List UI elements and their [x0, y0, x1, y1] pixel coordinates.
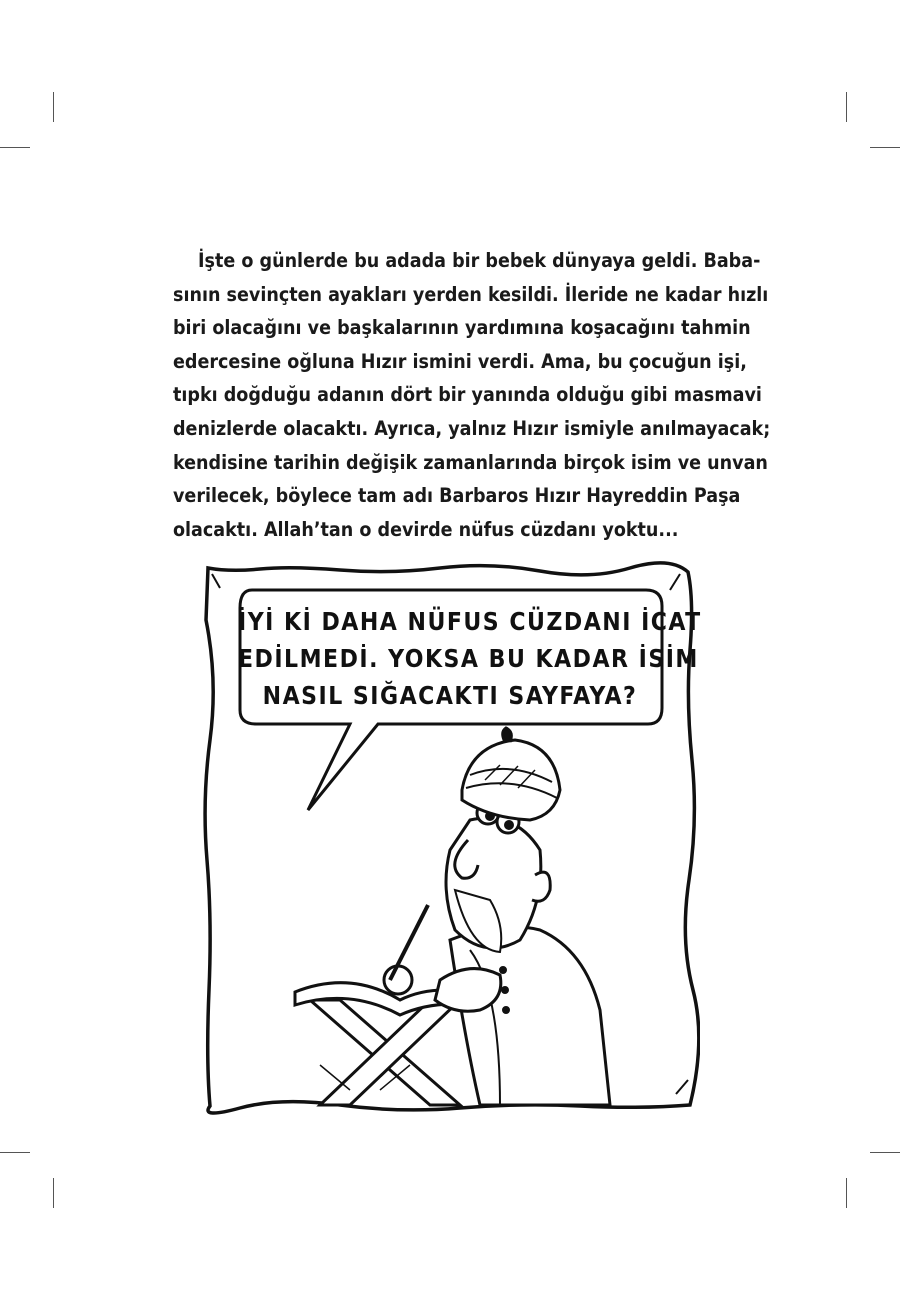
paragraph-line: kendisine tarihin değişik zamanlarında birçok isim ve unvan: [173, 450, 768, 474]
paragraph-line: İşte o günlerde bu adada bir bebek dünyaya geldi. Baba-: [198, 249, 761, 272]
speech-line: İYİ Kİ DAHA NÜFUS CÜZDANI İCAT: [238, 607, 702, 636]
crop-mark-bottom-left-h: [0, 1152, 30, 1153]
crop-mark-top-right: [846, 92, 847, 122]
speech-line: EDİLMEDİ. YOKSA BU KADAR İSİM: [238, 644, 699, 673]
crop-mark-bottom-left: [53, 1178, 54, 1208]
crop-mark-top-left-h: [0, 147, 30, 148]
paragraph-line: tıpkı doğduğu adanın dört bir yanında olduğu gibi masmavi: [173, 383, 762, 407]
crop-mark-top-left: [53, 92, 54, 122]
paragraph-line: sının sevinçten ayakları yerden kesildi. İleride ne kadar hızlı: [173, 282, 769, 306]
crop-mark-top-right-h: [870, 147, 900, 148]
paragraph-line: biri olacağını ve başkalarının yardımına koşacağını tahmin: [173, 316, 751, 340]
crop-mark-bottom-right-h: [870, 1152, 900, 1153]
paragraph-line: edercesine oğluna Hızır ismini verdi. Ama, bu çocuğun işi,: [173, 349, 747, 373]
paragraph-line: olacaktı. Allah’tan o devirde nüfus cüzdanı yoktu...: [173, 517, 679, 541]
crop-mark-bottom-right: [846, 1178, 847, 1208]
paragraph-line: denizlerde olacaktı. Ayrıca, yalnız Hızır ismiyle anılmayacak;: [173, 416, 771, 440]
body-paragraph: [173, 244, 771, 546]
speech-line: NASIL SIĞACAKTI SAYFAYA?: [262, 681, 638, 710]
paragraph-line: verilecek, böylece tam adı Barbaros Hızır Hayreddin Paşa: [173, 484, 741, 508]
speech-bubble-text: [238, 603, 702, 714]
